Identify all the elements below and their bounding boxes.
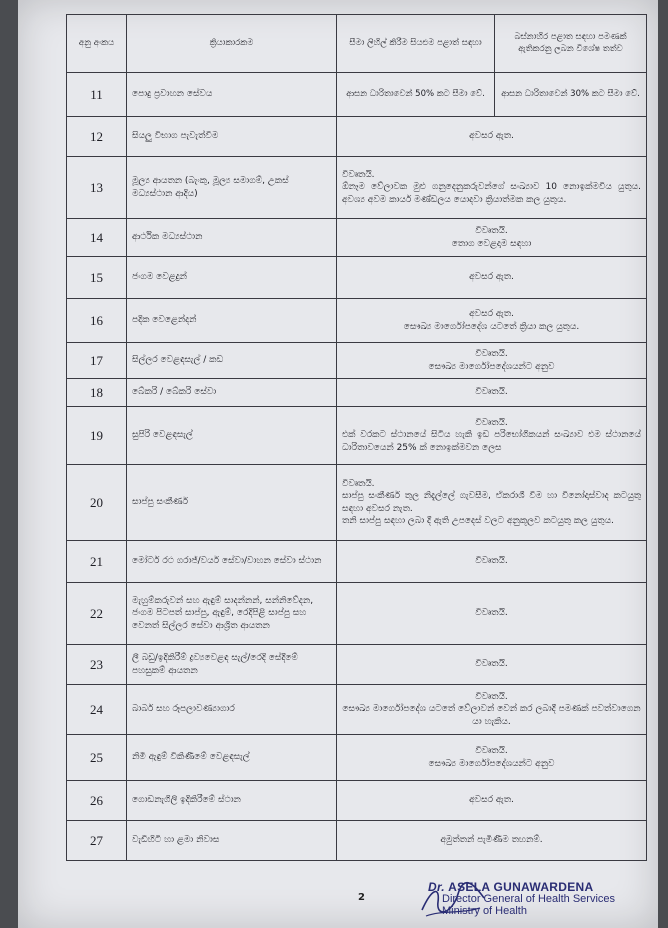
table-row xyxy=(67,343,647,379)
rule-line: සෞඛ්‍ය මාර්ගෝපදේශ යටතේ ක්‍රියා කල යුතුය. xyxy=(403,321,580,332)
guidelines-table xyxy=(66,14,647,861)
row-number: 24 xyxy=(67,685,127,735)
header-all-provinces: සීමා ලිහිල් කිරීම සියළුම පළාත් සඳහා xyxy=(337,15,495,73)
rule-line: තනි සාප්පු සඳහා ලබා දී ඇති උපදෙස් වලට අනුකූලව කටයුතු කල යුතුය. xyxy=(342,515,614,526)
row-number: 18 xyxy=(67,379,127,407)
row-number: 11 xyxy=(67,73,127,117)
activity-cell: පදික වෙළෙන්දන් xyxy=(127,299,337,343)
activity-cell: ආර්ථික මධ්‍යස්ථාන xyxy=(127,219,337,257)
activity-cell: සුපිරි වෙළඳසැල් xyxy=(127,407,337,465)
activity-cell: මැහුම්කරුවන් සහ ඇඳුම් සාදන්නන්, සන්නිවේදන, ජංගම පිටපත් සාප්පු, ඇඳුම්, රෙදිපිළි සාප්පු සහ වෙනත් සිල්ලර සේවා ආශ්‍රිත ආයතන xyxy=(127,583,337,645)
header-no: අනු අංකය xyxy=(67,15,127,73)
merged-rule-cell xyxy=(337,343,647,379)
row-number: 17 xyxy=(67,343,127,379)
activity-cell: සිල්ලර වෙළඳසැල් / කඩ xyxy=(127,343,337,379)
rule-line: තොග වෙළදාම සඳහා xyxy=(451,238,532,249)
merged-rule-cell xyxy=(337,735,647,781)
rule-line: විවෘතයි. xyxy=(475,387,508,398)
signatory-name xyxy=(428,880,658,894)
row-number: 26 xyxy=(67,781,127,821)
activity-cell: ජංගම වෙළදුන් xyxy=(127,257,337,299)
table-row xyxy=(67,465,647,541)
table-row xyxy=(67,299,647,343)
table-row xyxy=(67,407,647,465)
merged-rule-cell xyxy=(337,219,647,257)
rule-line: විවෘතයි. xyxy=(475,692,508,703)
rule-line: විවෘතයි. xyxy=(475,556,508,567)
table-row xyxy=(67,379,647,407)
table-row xyxy=(67,157,647,219)
merged-rule-cell xyxy=(337,257,647,299)
rule-line: විවෘතයි. xyxy=(475,608,508,619)
signatory-full-name: ASELA GUNAWARDENA xyxy=(448,880,594,894)
merged-rule-cell xyxy=(337,379,647,407)
rule-line: අවසර ඇත. xyxy=(469,272,514,283)
rule-line: ඕනෑම වේලාවක මුළු ගනුදෙනුකරුවන්ගේ සංඛ්‍යාව 10 නොඉක්මවිය යුතුය. අවශ්‍ය අවම කාර්ය මණ්ඩලය යොදවා ක්‍රියාත්මක කල යුතුය. xyxy=(342,182,641,205)
rule-line: සෞඛ්‍ය මාර්ගෝපදේශයන්ට අනුව xyxy=(428,361,555,372)
row-number: 16 xyxy=(67,299,127,343)
rule-line: අවසර ඇත. xyxy=(469,309,514,320)
row-number: 12 xyxy=(67,117,127,157)
table-row xyxy=(67,541,647,583)
merged-rule-cell xyxy=(337,157,647,219)
rule-line: විවෘතයි. xyxy=(475,418,508,429)
row-number: 19 xyxy=(67,407,127,465)
header-activity: ක්‍රියාකාරකම xyxy=(127,15,337,73)
rule-line: විවෘතයි. xyxy=(342,170,375,181)
merged-rule-cell xyxy=(337,465,647,541)
merged-rule-cell xyxy=(337,541,647,583)
rule-line: අමුත්තන් පැමිණීම තහනම්. xyxy=(440,835,543,846)
row-number: 23 xyxy=(67,645,127,685)
rule-line: විවෘතයි. xyxy=(475,659,508,670)
merged-rule-cell xyxy=(337,117,647,157)
signatory-prefix: Dr. xyxy=(428,880,445,894)
merged-rule-cell xyxy=(337,685,647,735)
rule-line: අවසර ඇත. xyxy=(469,131,514,142)
activity-cell: සියලු විභාග පැවැත්වීම xyxy=(127,117,337,157)
row-number: 22 xyxy=(67,583,127,645)
activity-cell: නිමි ඇඳුම් විකිණීමේ වෙළඳසැල් xyxy=(127,735,337,781)
rule-line: අවසර ඇත. xyxy=(469,795,514,806)
merged-rule-cell xyxy=(337,821,647,861)
merged-rule-cell xyxy=(337,645,647,685)
signatory-ministry: Ministry of Health xyxy=(442,904,527,917)
activity-cell: පොදු ප්‍රවාහන සේවය xyxy=(127,73,337,117)
rule-line: විවෘතයි. xyxy=(342,479,375,490)
activity-cell: සාප්පු සංකීර්ණ xyxy=(127,465,337,541)
rule-line: සෞඛ්‍ය මාර්ගෝපදේශයන්ට අනුව xyxy=(428,758,555,769)
header-row xyxy=(67,15,647,73)
row-number: 21 xyxy=(67,541,127,583)
page-number: 2 xyxy=(358,892,365,903)
merged-rule-cell xyxy=(337,407,647,465)
row-number: 27 xyxy=(67,821,127,861)
activity-cell: වැඩිහිටි හා ළමා නිවාස xyxy=(127,821,337,861)
document-page xyxy=(18,0,658,928)
activity-cell: බාබර් සහ රූපලාවණ්‍යාගාර xyxy=(127,685,337,735)
row-number: 13 xyxy=(67,157,127,219)
row-number: 14 xyxy=(67,219,127,257)
table-row xyxy=(67,257,647,299)
western-province-cell: ආසන ධාරිතාවෙන් 30% කට සීමා වේ. xyxy=(495,73,647,117)
all-provinces-cell: ආසන ධාරිතාවෙන් 50% කට සීමා වේ. xyxy=(337,73,495,117)
table-row xyxy=(67,117,647,157)
header-western-province: බස්නාහිර පළාත සඳහා පමණක් ඇතිකරනු ලබන විශේෂ තත්ව xyxy=(495,15,647,73)
merged-rule-cell xyxy=(337,299,647,343)
rule-line: විවෘතයි. xyxy=(475,226,508,237)
table-row xyxy=(67,645,647,685)
table-row xyxy=(67,219,647,257)
table-row xyxy=(67,685,647,735)
row-number: 15 xyxy=(67,257,127,299)
activity-cell: මෝටර් රථ ගරාජ්/වයර් සේවා/වාහන සේවා ස්ථාන xyxy=(127,541,337,583)
signature-block xyxy=(428,880,658,917)
table-row xyxy=(67,821,647,861)
rule-line: විවෘතයි. xyxy=(475,746,508,757)
activity-cell: ගොඩනැගිලි ඉදිකිරීමේ ස්ථාන xyxy=(127,781,337,821)
rule-line: සාප්පු සංකීර්ණ තුල නිදැල්ලේ ගැවසීම, ඒකරාශී වීම හා විනෝදාස්වාද කටයුතු සඳහා අවසර නැත. xyxy=(342,491,641,514)
activity-cell: බේකරි / බේකරි සේවා xyxy=(127,379,337,407)
activity-cell: ලී බඩු/ඉදිකිරීම් ද්‍රව්‍යවෙළඳ සැල්/රෙදි සේදීමේ පහසුකම් ආයතන xyxy=(127,645,337,685)
row-number: 25 xyxy=(67,735,127,781)
merged-rule-cell xyxy=(337,583,647,645)
merged-rule-cell xyxy=(337,781,647,821)
activity-cell: මූල්‍ය ආයතන (බැංකු, මූල්‍ය සමාගම්, උකස් මධ්‍යස්ථාන ආදිය) xyxy=(127,157,337,219)
row-number: 20 xyxy=(67,465,127,541)
rule-line: එක් වරකට ස්ථානයේ සිටිය හැකි ඉඩ පරිභෝගිකයන් සංඛ්‍යාව එම ස්ථානයේ ධාරිතාවයෙන් 25% ක් නොඉක්මවන ලෙස xyxy=(342,430,641,453)
rule-line: විවෘතයි. xyxy=(475,349,508,360)
rule-line: සෞඛ්‍ය මාර්ගෝපදේශ යටතේ වේලාවන් වෙන් කර ලබාදී පමණක් පවත්වාගෙන යා හැකිය. xyxy=(342,704,641,727)
table-row xyxy=(67,735,647,781)
table-row xyxy=(67,583,647,645)
table-row xyxy=(67,73,647,117)
table-row xyxy=(67,781,647,821)
signatory-title: Director General of Health Services xyxy=(442,893,616,905)
